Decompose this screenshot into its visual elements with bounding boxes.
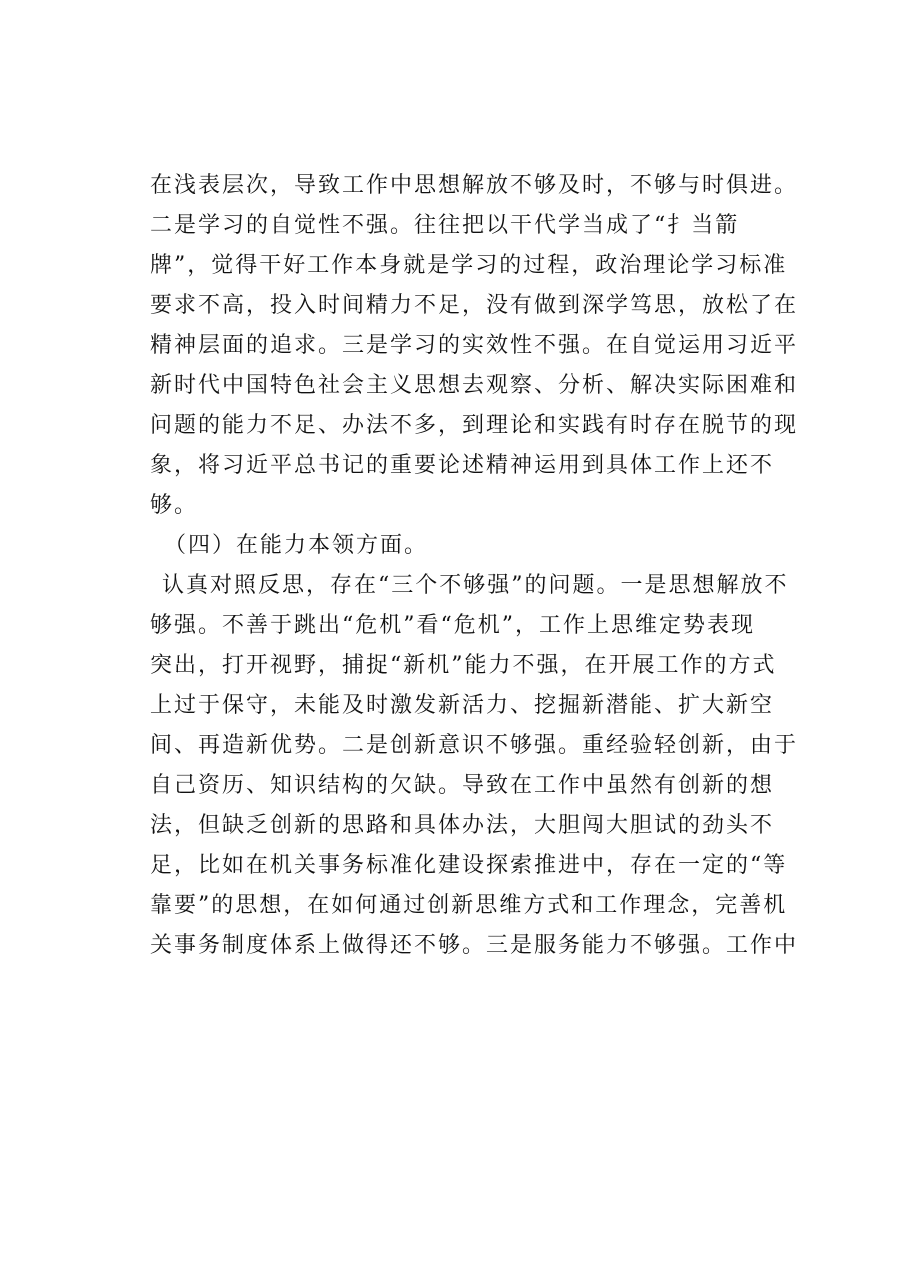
text-line: 够强。不善于跳出“危机”看“危机”，工作上思维定势表现 bbox=[150, 613, 755, 638]
text-line: 上过于保守，未能及时激发新活力、挖掘新潜能、扩大新空 bbox=[150, 693, 775, 718]
text-line: 自己资历、知识结构的欠缺。导致在工作中虽然有创新的想 bbox=[150, 773, 775, 798]
text-line: 牌”，觉得干好工作本身就是学习的过程，政治理论学习标准 bbox=[150, 253, 788, 278]
text-line: 足，比如在机关事务标准化建设探索推进中，存在一定的“等 bbox=[150, 853, 788, 878]
text-line: 要求不高，投入时间精力不足，没有做到深学笃思，放松了在 bbox=[150, 293, 799, 318]
text-line: 够。 bbox=[150, 493, 199, 518]
text-line: 突出，打开视野，捕捉“新机”能力不强，在开展工作的方式 bbox=[150, 653, 777, 678]
text-line: 问题的能力不足、办法不多，到理论和实践有时存在脱节的现 bbox=[150, 413, 799, 438]
body-text bbox=[150, 166, 799, 966]
text-line: 象，将习近平总书记的重要论述精神运用到具体工作上还不 bbox=[150, 453, 775, 478]
text-line: 精神层面的追求。三是学习的实效性不强。在自觉运用习近平 bbox=[150, 333, 799, 358]
text-line: 间、再造新优势。二是创新意识不够强。重经验轻创新，由于 bbox=[150, 733, 799, 758]
text-line: 靠要”的思想，在如何通过创新思维方式和工作理念，完善机 bbox=[150, 893, 788, 918]
paragraph-start-line: 认真对照反思，存在“三个不够强”的问题。一是思想解放不 bbox=[162, 573, 789, 598]
section-heading: （四）在能力本领方面。 bbox=[164, 533, 429, 558]
text-line: 在浅表层次，导致工作中思想解放不够及时，不够与时俱进。 bbox=[150, 173, 799, 198]
text-line: 法，但缺乏创新的思路和具体办法，大胆闯大胆试的劲头不 bbox=[150, 813, 775, 838]
text-line: 新时代中国特色社会主义思想去观察、分析、解决实际困难和 bbox=[150, 373, 799, 398]
text-line: 关事务制度体系上做得还不够。三是服务能力不够强。工作中 bbox=[150, 933, 799, 958]
text-line: 二是学习的自觉性不强。往往把以干代学当成了“扌当箭 bbox=[150, 213, 740, 238]
